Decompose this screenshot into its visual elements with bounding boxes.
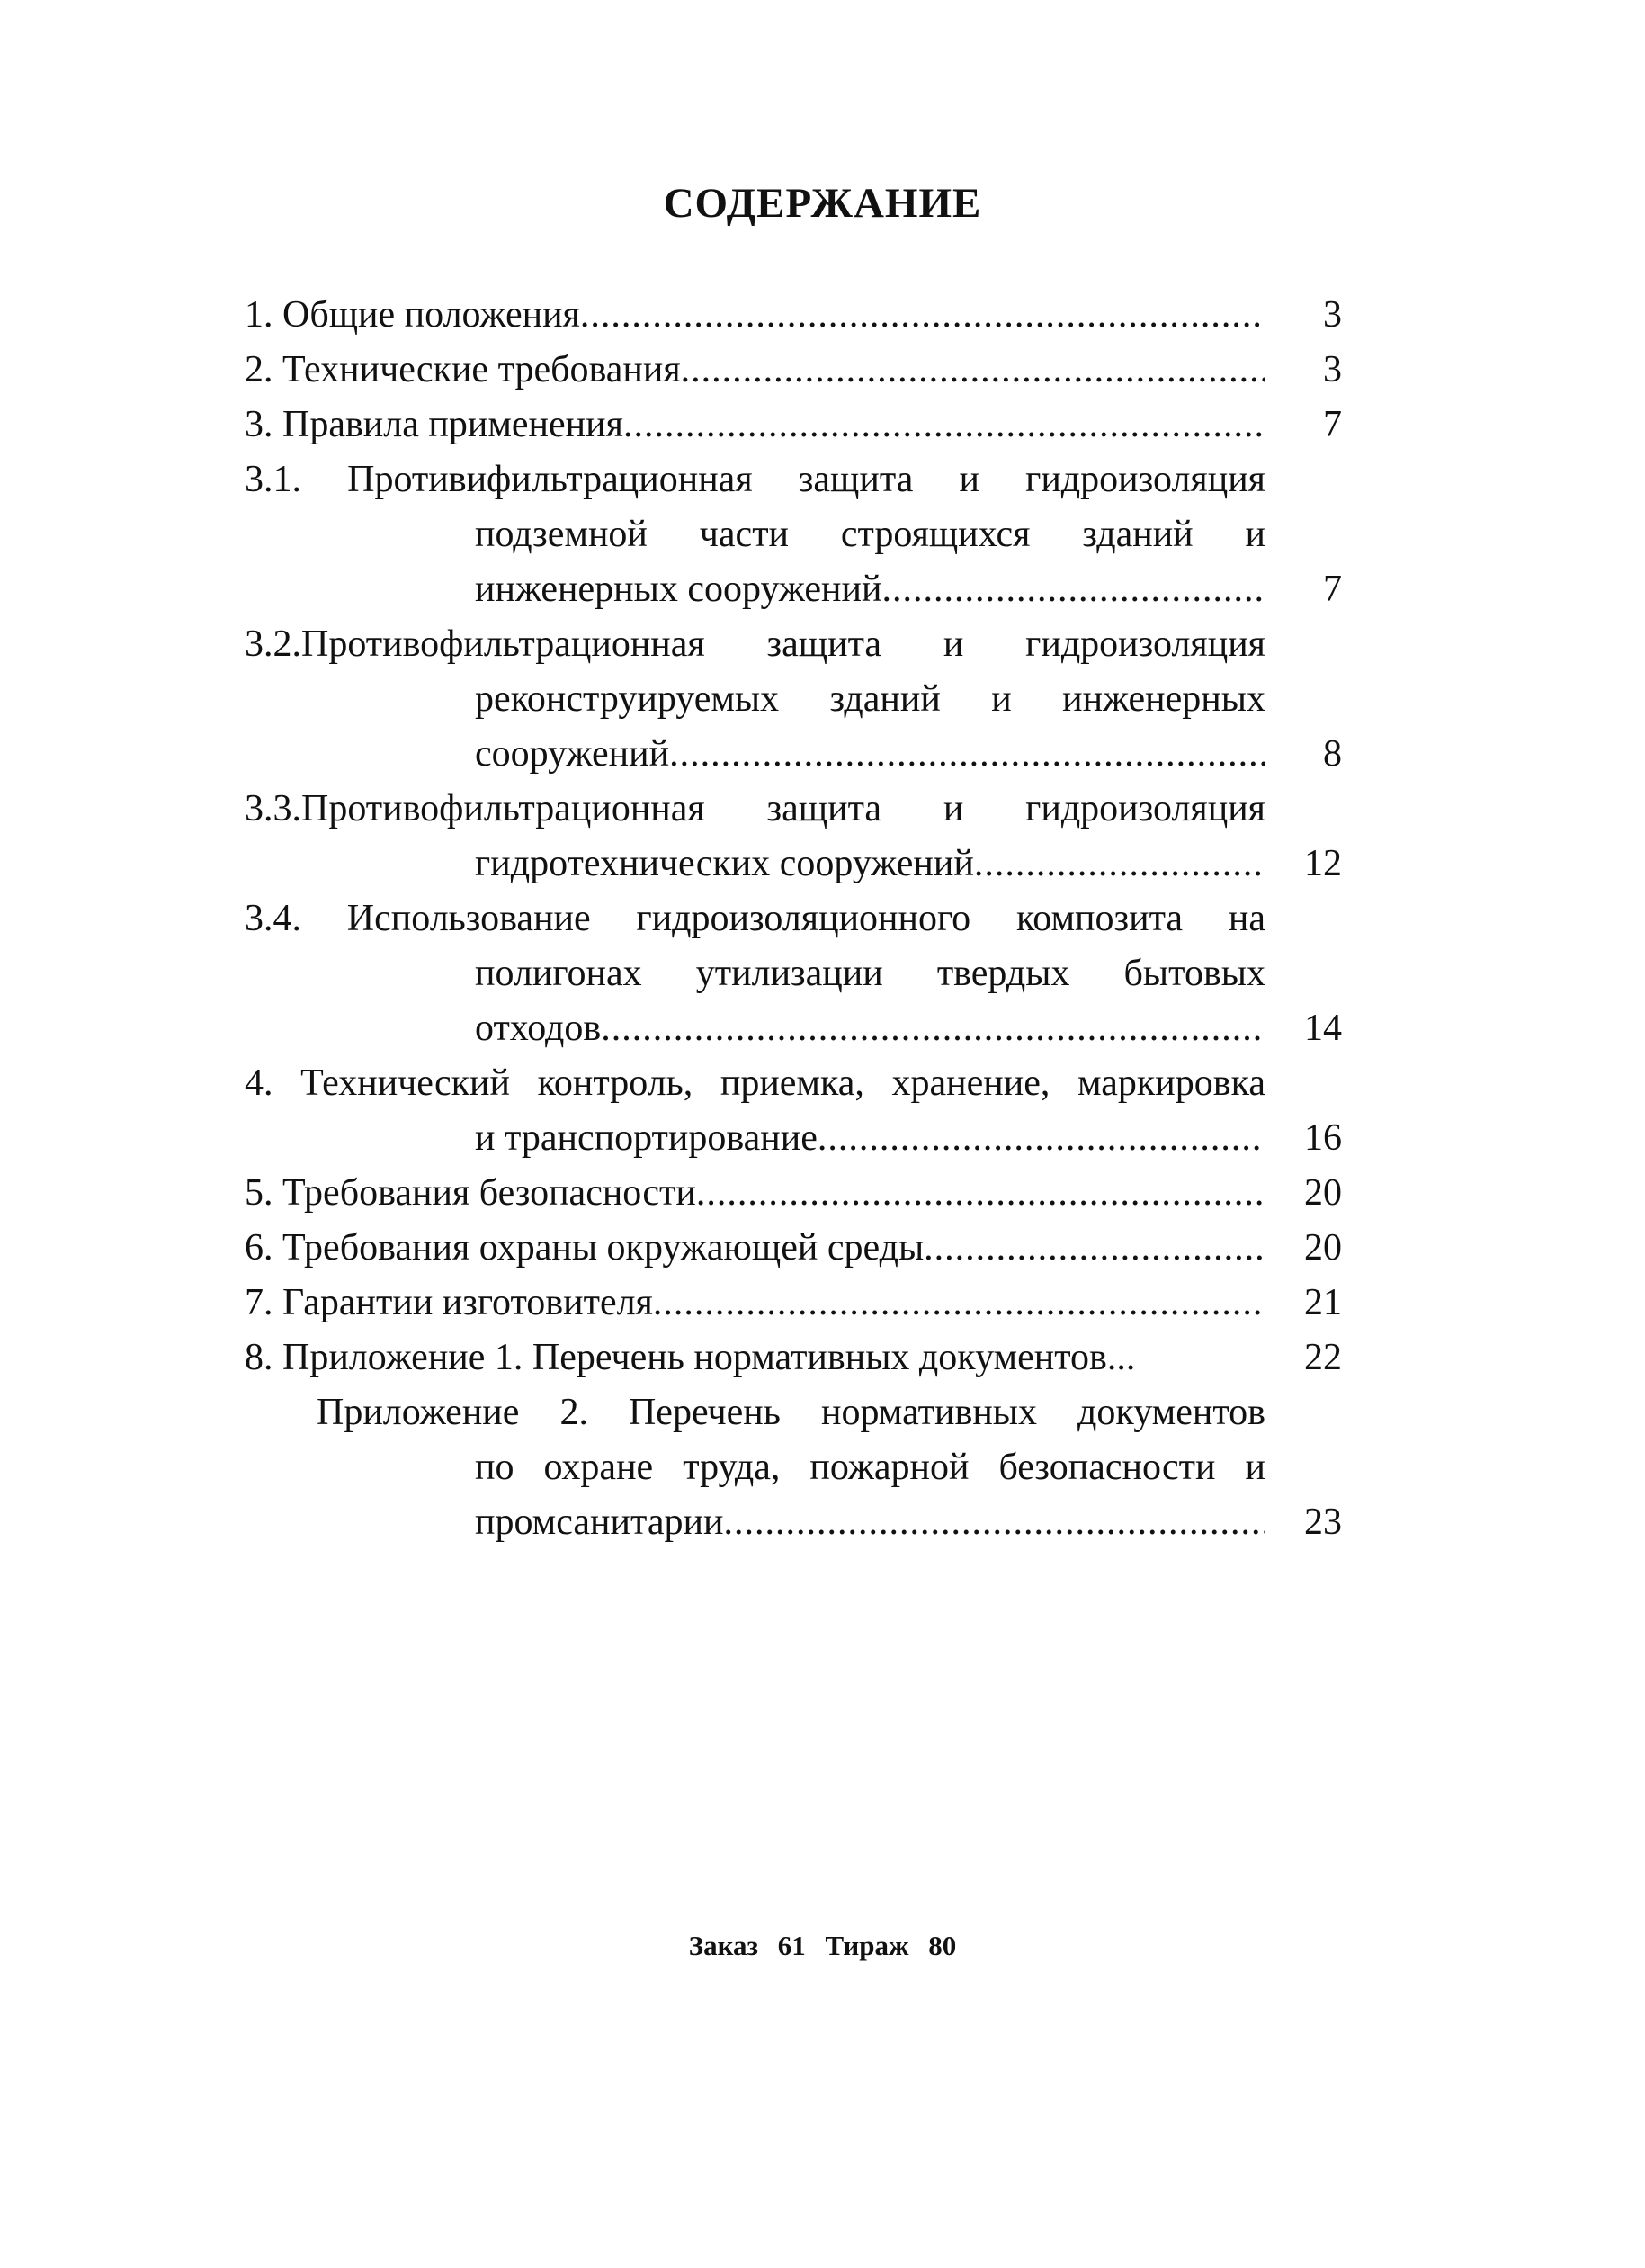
toc-entry-text: 8. Приложение 1. Перечень нормативных документов... (245, 1337, 1136, 1378)
leader-dots (681, 343, 1265, 398)
leader-dots (653, 1276, 1265, 1331)
leader-dots (974, 837, 1265, 892)
toc-entry-7 (245, 1276, 1369, 1331)
toc-entry-text: Приложение 2. Перечень нормативных документов (317, 1392, 1265, 1433)
toc-entry-3-3-line-1 (245, 782, 1369, 837)
toc-entry-3-4-line-2 (245, 946, 1369, 1001)
toc-entry-text: реконструируемых зданий и инженерных (475, 678, 1265, 720)
toc-page-number: 12 (1304, 843, 1342, 884)
leader-dots (580, 288, 1265, 343)
leader-dots (818, 1111, 1265, 1166)
leader-dots (669, 727, 1265, 782)
toc-entry-text: промсанитарии (475, 1502, 724, 1543)
toc-entry-text: по охране труда, пожарной безопасности и (475, 1447, 1265, 1488)
toc-entry-text: 3. Правила применения (245, 404, 623, 445)
toc-entry-text: 3.4. Использование гидроизоляционного композита на (245, 898, 1265, 939)
toc-entry-text: 3.2.Противофильтрационная защита и гидроизоляция (245, 623, 1265, 665)
toc-entry-text: подземной части строящихся зданий и (475, 514, 1265, 555)
toc-entry-6 (245, 1221, 1369, 1276)
toc-entry-3-1-line-2 (245, 507, 1369, 562)
leader-dots (924, 1221, 1265, 1276)
toc-page-number: 14 (1304, 1008, 1342, 1049)
toc-entry-text: 5. Требования безопасности (245, 1172, 696, 1214)
toc-page-number: 22 (1304, 1337, 1342, 1378)
toc-entry-appendix-2-line-3 (245, 1495, 1369, 1550)
toc-entry-text: гидротехнических сооружений (475, 843, 974, 884)
toc-page-number: 21 (1304, 1282, 1342, 1323)
toc-entry-3-3-line-2 (245, 837, 1369, 892)
toc-entry-1 (245, 288, 1369, 343)
toc-page-number: 20 (1304, 1172, 1342, 1214)
toc-entry-appendix-2-line-2 (245, 1440, 1369, 1495)
toc-entry-text: сооружений (475, 733, 670, 775)
toc-entry-3-2-line-2 (245, 672, 1369, 727)
toc-entry-text: 6. Требования охраны окружающей среды (245, 1227, 925, 1268)
toc-entry-3-2-line-3 (245, 727, 1369, 782)
toc-entry-text: 3.3.Противофильтрационная защита и гидроизоляция (245, 788, 1265, 829)
toc-entry-4-line-1 (245, 1056, 1369, 1111)
toc-entry-3 (245, 398, 1369, 453)
toc-entry-text: инженерных сооружений (475, 569, 882, 610)
toc-entry-2 (245, 343, 1369, 398)
toc-entry-text: 7. Гарантии изготовителя (245, 1282, 653, 1323)
toc-entry-text: полигонах утилизации твердых бытовых (475, 953, 1265, 994)
table-of-contents (245, 288, 1369, 1550)
toc-entry-appendix-2-line-1 (245, 1385, 1369, 1440)
leader-dots (623, 398, 1265, 453)
toc-entry-3-4-line-1 (245, 892, 1369, 946)
leader-dots (723, 1495, 1265, 1550)
toc-page-number: 7 (1323, 569, 1342, 610)
toc-entry-text: 2. Технические требования (245, 349, 681, 390)
toc-entry-3-1-line-3 (245, 562, 1369, 617)
toc-entry-text: отходов (475, 1008, 602, 1049)
toc-entry-5 (245, 1166, 1369, 1221)
page-title: СОДЕРЖАНИЕ (663, 180, 982, 227)
toc-entry-8 (245, 1331, 1369, 1385)
toc-entry-3-2-line-1 (245, 617, 1369, 672)
toc-page-number: 3 (1323, 349, 1342, 390)
leader-dots (601, 1001, 1265, 1056)
toc-entry-text: и транспортирование (475, 1117, 818, 1159)
toc-page-number: 3 (1323, 294, 1342, 336)
toc-entry-text: 3.1. Противифильтрационная защита и гидроизоляция (245, 459, 1265, 500)
print-order-info: Заказ 61 Тираж 80 (688, 1930, 957, 1961)
toc-entry-3-1-line-1 (245, 453, 1369, 507)
toc-page-number: 7 (1323, 404, 1342, 445)
leader-dots (696, 1166, 1265, 1221)
toc-page-number: 23 (1304, 1502, 1342, 1543)
toc-page-number: 8 (1323, 733, 1342, 775)
leader-dots (881, 562, 1265, 617)
toc-entry-4-line-2 (245, 1111, 1369, 1166)
toc-entry-3-4-line-3 (245, 1001, 1369, 1056)
toc-entry-text: 4. Технический контроль, приемка, хранение, маркировка (245, 1062, 1265, 1104)
toc-page-number: 16 (1304, 1117, 1342, 1159)
toc-page-number: 20 (1304, 1227, 1342, 1268)
toc-entry-text: 1. Общие положения (245, 294, 580, 336)
